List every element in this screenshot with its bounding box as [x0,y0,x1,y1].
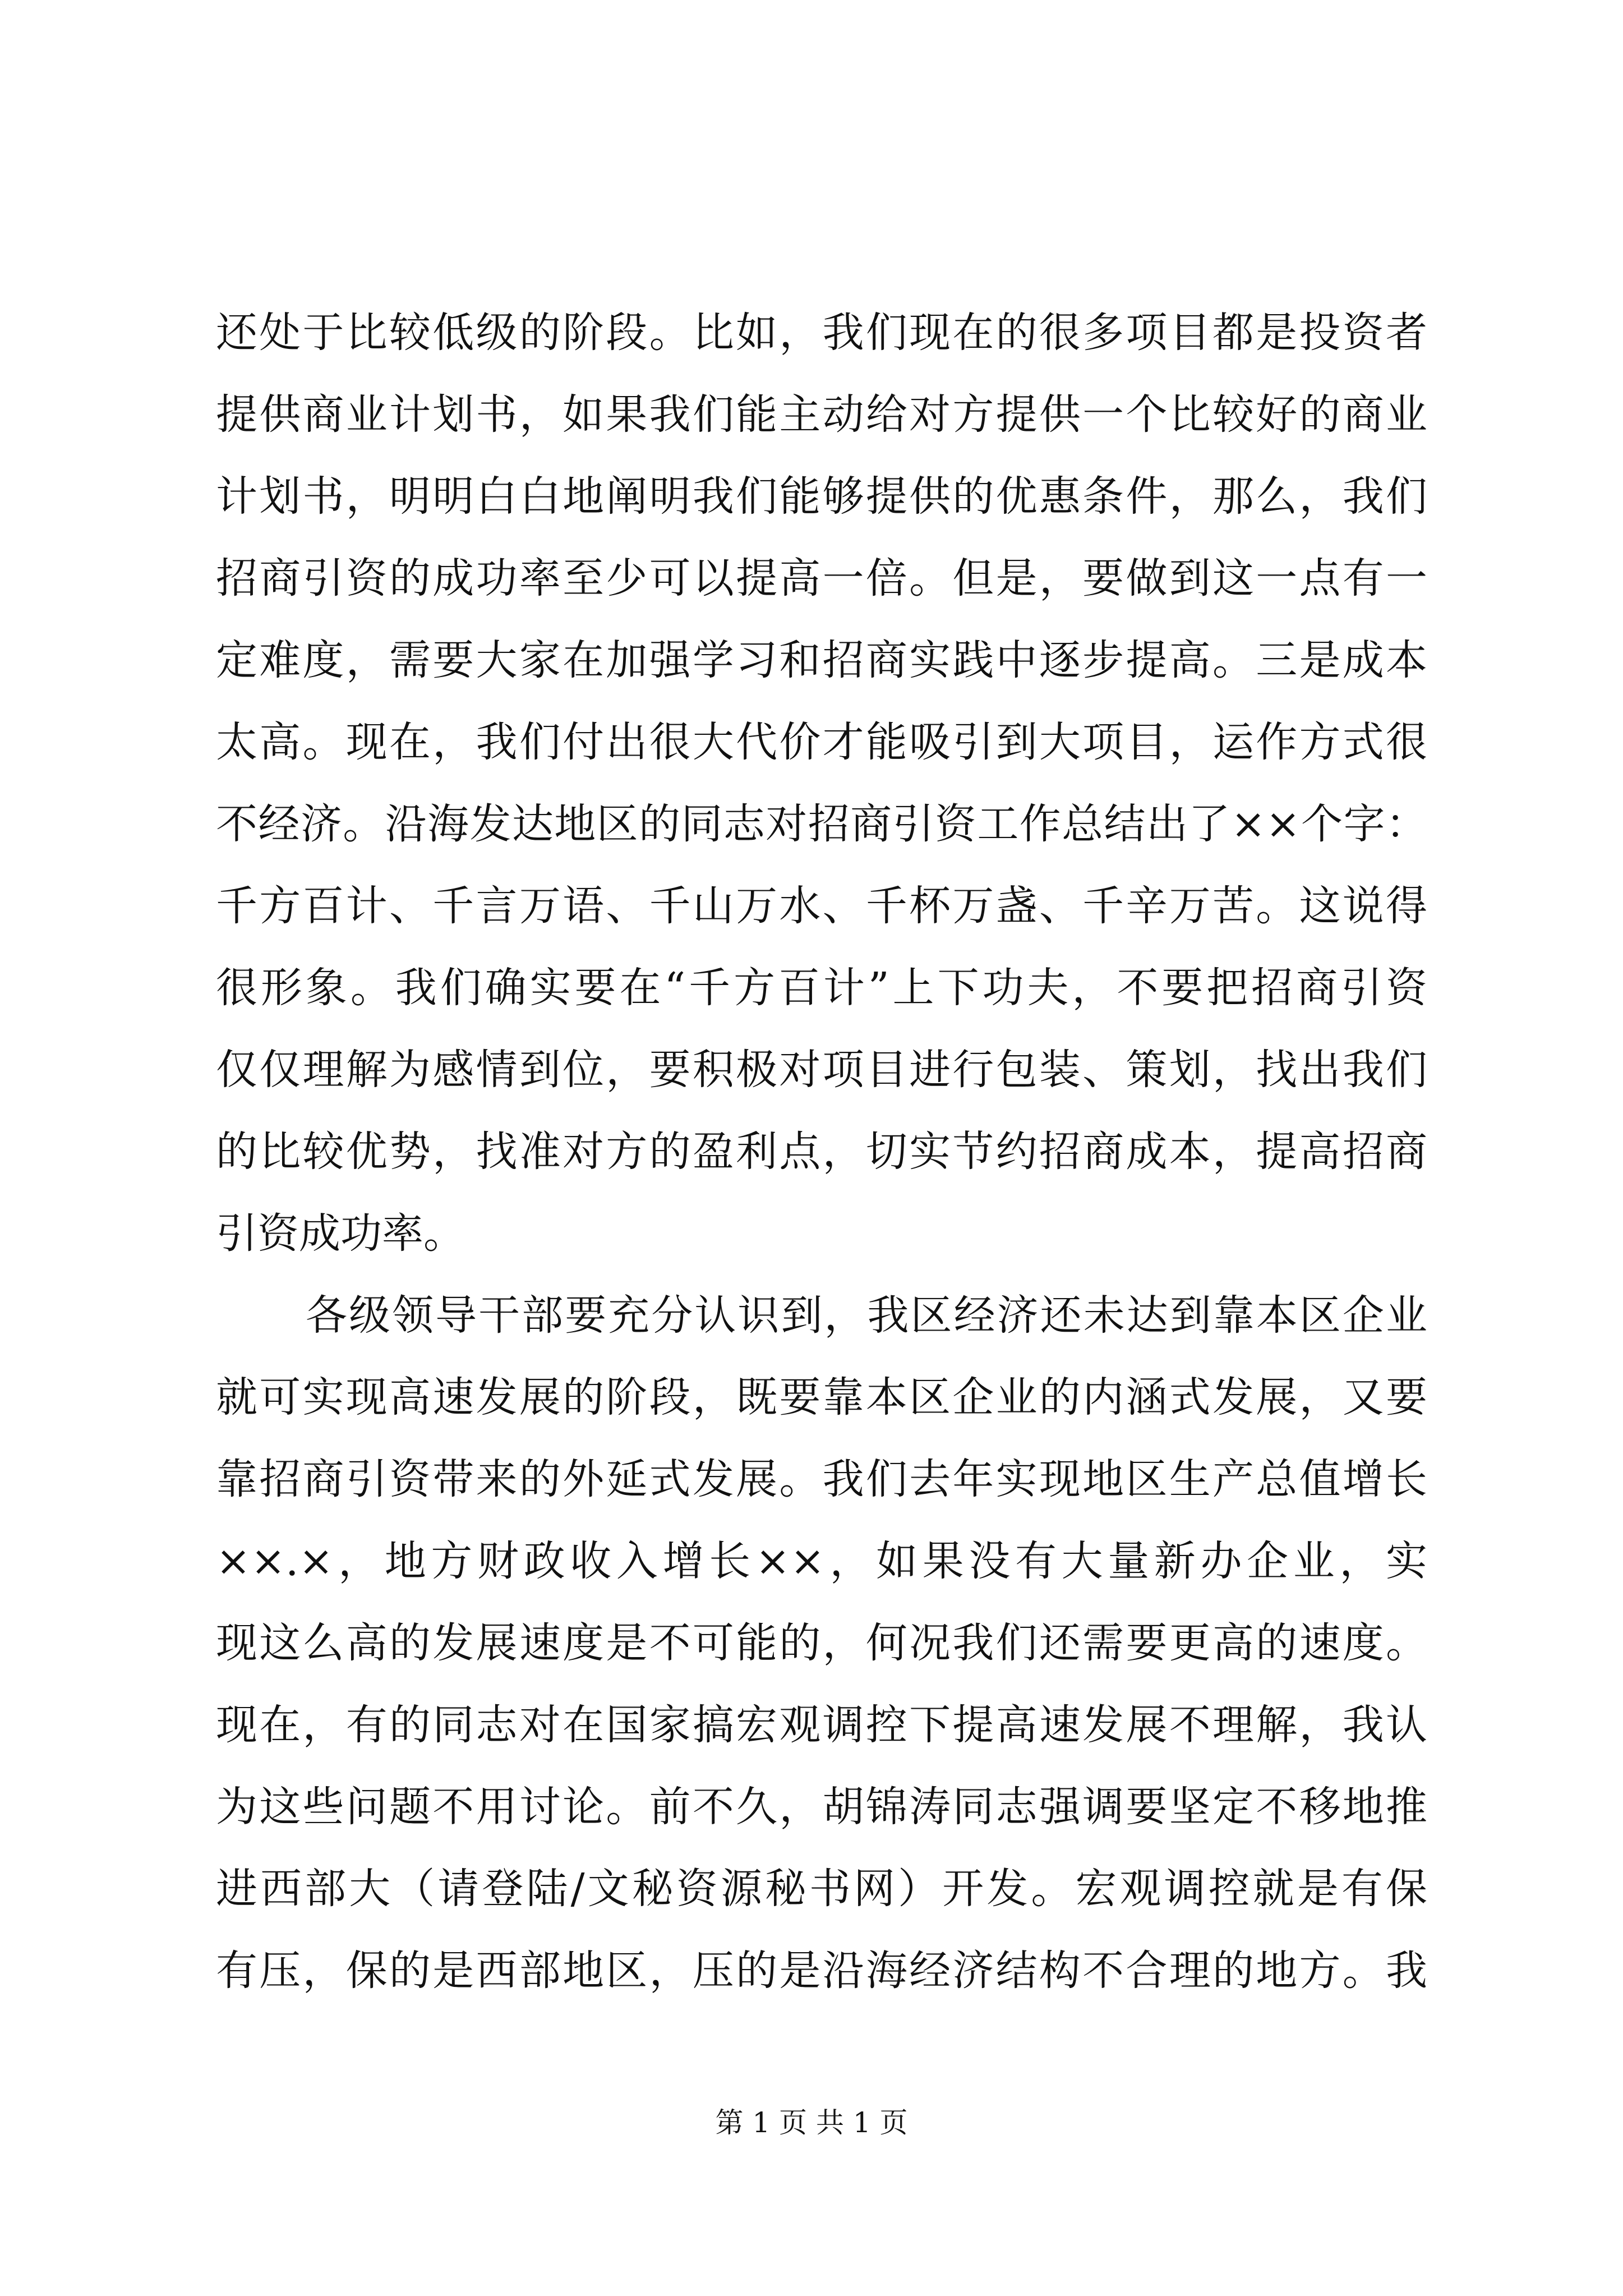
text-line: 有压，保的是西部地区，压的是沿海经济结构不合理的地方。我 [216,1947,1427,1995]
text-line: ××.×，地方财政收入增长××，如果没有大量新办企业，实 [216,1537,1427,1585]
text-line: 还处于比较低级的阶段。比如，我们现在的很多项目都是投资者 [216,309,1427,357]
text-line: 招商引资的成功率至少可以提高一倍。但是，要做到这一点有一 [216,554,1427,602]
text-line: 计划书，明明白白地阐明我们能够提供的优惠条件，那么，我们 [216,472,1427,521]
text-line: 太高。现在，我们付出很大代价才能吸引到大项目，运作方式很 [216,718,1427,766]
text-line: 定难度，需要大家在加强学习和招商实践中逐步提高。三是成本 [216,636,1427,684]
paragraph-first-line: 各级领导干部要充分认识到，我区经济还未达到靠本区企业 [306,1291,1427,1340]
text-line: 现这么高的发展速度是不可能的，何况我们还需要更高的速度。 [216,1619,1427,1667]
text-line: 进西部大（请登陆/文秘资源秘书网）开发。宏观调控就是有保 [216,1865,1427,1913]
text-line: 就可实现高速发展的阶段，既要靠本区企业的内涵式发展，又要 [216,1373,1427,1421]
text-line: 仅仅理解为感情到位，要积极对项目进行包装、策划，找出我们 [216,1046,1427,1094]
paragraph-end-line: 引资成功率。 [216,1209,465,1258]
text-line: 靠招商引资带来的外延式发展。我们去年实现地区生产总值增长 [216,1455,1427,1503]
text-line: 现在，有的同志对在国家搞宏观调控下提高速发展不理解，我认 [216,1701,1427,1749]
page-footer: 第 1 页 共 1 页 [715,2106,908,2139]
text-line: 的比较优势，找准对方的盈利点，切实节约招商成本，提高招商 [216,1128,1427,1176]
body-text [216,292,1427,2012]
text-line: 不经济。沿海发达地区的同志对招商引资工作总结出了××个字： [216,800,1427,848]
text-line: 为这些问题不用讨论。前不久，胡锦涛同志强调要坚定不移地推 [216,1783,1427,1831]
text-line: 千方百计、千言万语、千山万水、千杯万盏、千辛万苦。这说得 [216,882,1427,930]
text-line: 很形象。我们确实要在“千方百计”上下功夫，不要把招商引资 [216,964,1427,1012]
text-line: 提供商业计划书，如果我们能主动给对方提供一个比较好的商业 [216,390,1427,439]
